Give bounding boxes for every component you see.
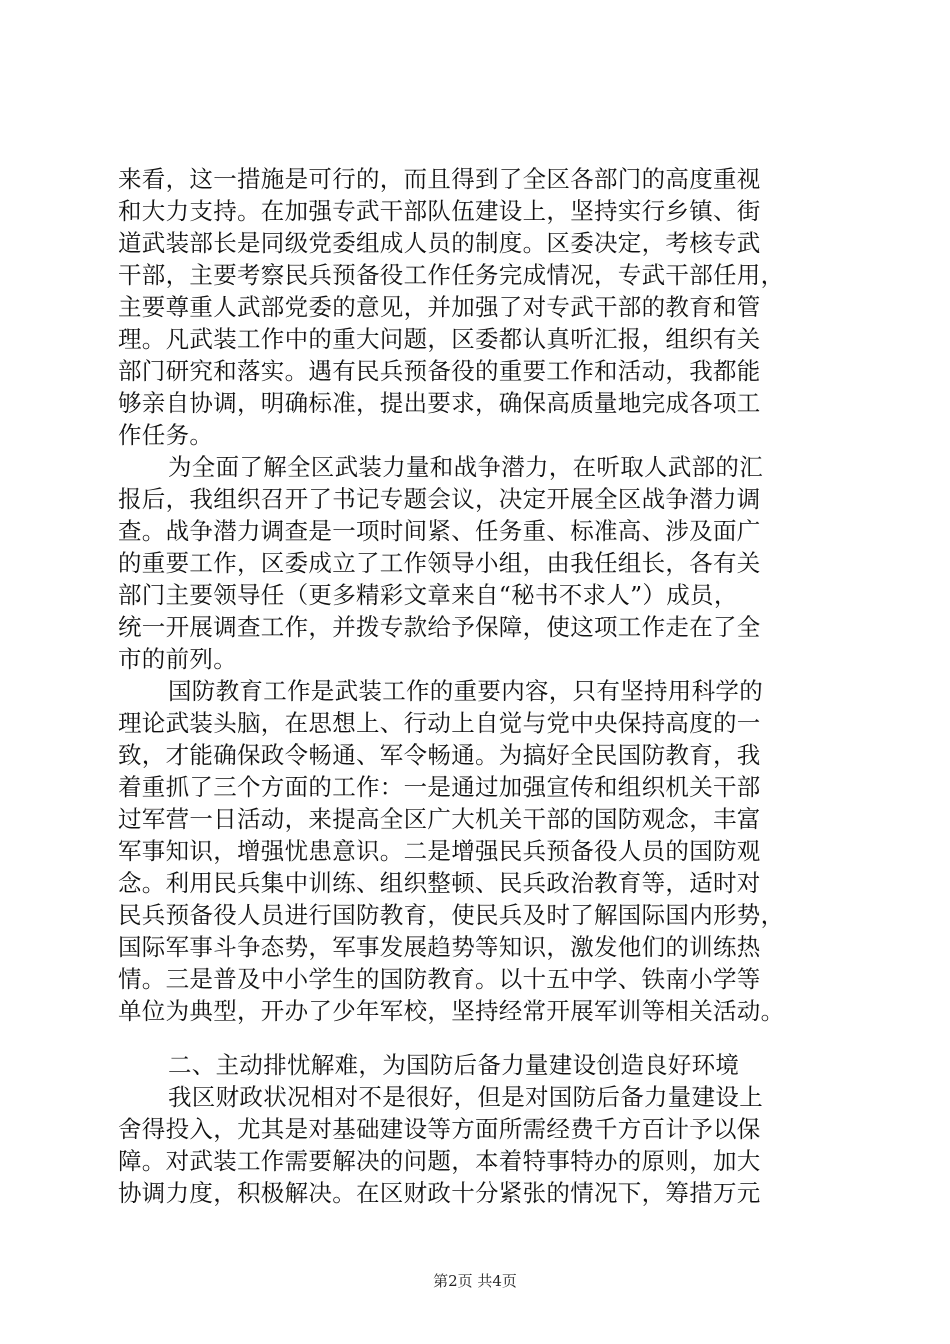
text-line: 报后，我组织召开了书记专题会议，决定开展全区战争潜力调 — [118, 485, 761, 513]
text-line: 致，才能确保政令畅通、军令畅通。为搞好全民国防教育，我 — [118, 741, 761, 769]
paragraph-start-line: 我区财政状况相对不是很好，但是对国防后备力量建设上 — [168, 1083, 763, 1111]
text-line: 部门主要领导任（更多精彩文章来自“秘书不求人”）成员， — [118, 581, 738, 609]
text-line: 和大力支持。在加强专武干部队伍建设上，坚持实行乡镇、街 — [118, 197, 761, 225]
section-heading: 二、主动排忧解难，为国防后备力量建设创造良好环境 — [168, 1051, 740, 1079]
text-line: 协调力度，积极解决。在区财政十分紧张的情况下，筹措万元 — [118, 1179, 761, 1207]
text-line: 念。利用民兵集中训练、组织整顿、民兵政治教育等，适时对 — [118, 869, 761, 897]
text-line: 干部，主要考察民兵预备役工作任务完成情况，专武干部任用， — [118, 261, 785, 289]
text-line: 道武装部长是同级党委组成人员的制度。区委决定，考核专武 — [118, 229, 761, 257]
text-line: 统一开展调查工作，并拨专款给予保障，使这项工作走在了全 — [118, 613, 761, 641]
text-line: 国际军事斗争态势，军事发展趋势等知识，激发他们的训练热 — [118, 933, 761, 961]
text-line: 舍得投入，尤其是对基础建设等方面所需经费千方百计予以保 — [118, 1115, 761, 1143]
text-line: 理论武装头脑，在思想上、行动上自觉与党中央保持高度的一 — [118, 709, 761, 737]
page-number-footer: 第2页 共4页 — [433, 1272, 517, 1290]
text-line: 作任务。 — [118, 421, 214, 449]
text-line: 障。对武装工作需要解决的问题，本着特事特办的原则，加大 — [118, 1147, 761, 1175]
document-body — [118, 163, 834, 1209]
paragraph-gap — [118, 1027, 834, 1049]
text-line: 着重抓了三个方面的工作：一是通过加强宣传和组织机关干部 — [118, 773, 761, 801]
text-line: 部门研究和落实。遇有民兵预备役的重要工作和活动，我都能 — [118, 357, 761, 385]
text-line: 民兵预备役人员进行国防教育，使民兵及时了解国际国内形势， — [118, 901, 785, 929]
text-line: 的重要工作，区委成立了工作领导小组，由我任组长，各有关 — [118, 549, 761, 577]
text-line: 过军营一日活动，来提高全区广大机关干部的国防观念，丰富 — [118, 805, 761, 833]
text-line: 主要尊重人武部党委的意见，并加强了对专武干部的教育和管 — [118, 293, 761, 321]
paragraph-start-line: 为全面了解全区武装力量和战争潜力，在听取人武部的汇 — [168, 453, 763, 481]
text-line: 情。三是普及中小学生的国防教育。以十五中学、铁南小学等 — [118, 965, 761, 993]
paragraph-start-line: 国防教育工作是武装工作的重要内容，只有坚持用科学的 — [168, 677, 763, 705]
text-line: 单位为典型，开办了少年军校，坚持经常开展军训等相关活动。 — [118, 997, 785, 1025]
text-line: 够亲自协调，明确标准，提出要求，确保高质量地完成各项工 — [118, 389, 761, 417]
text-line: 理。凡武装工作中的重大问题，区委都认真听汇报，组织有关 — [118, 325, 761, 353]
text-line: 查。战争潜力调查是一项时间紧、任务重、标准高、涉及面广 — [118, 517, 761, 545]
text-line: 来看，这一措施是可行的，而且得到了全区各部门的高度重视 — [118, 165, 761, 193]
text-line: 市的前列。 — [118, 645, 237, 673]
text-line: 军事知识，增强忧患意识。二是增强民兵预备役人员的国防观 — [118, 837, 761, 865]
